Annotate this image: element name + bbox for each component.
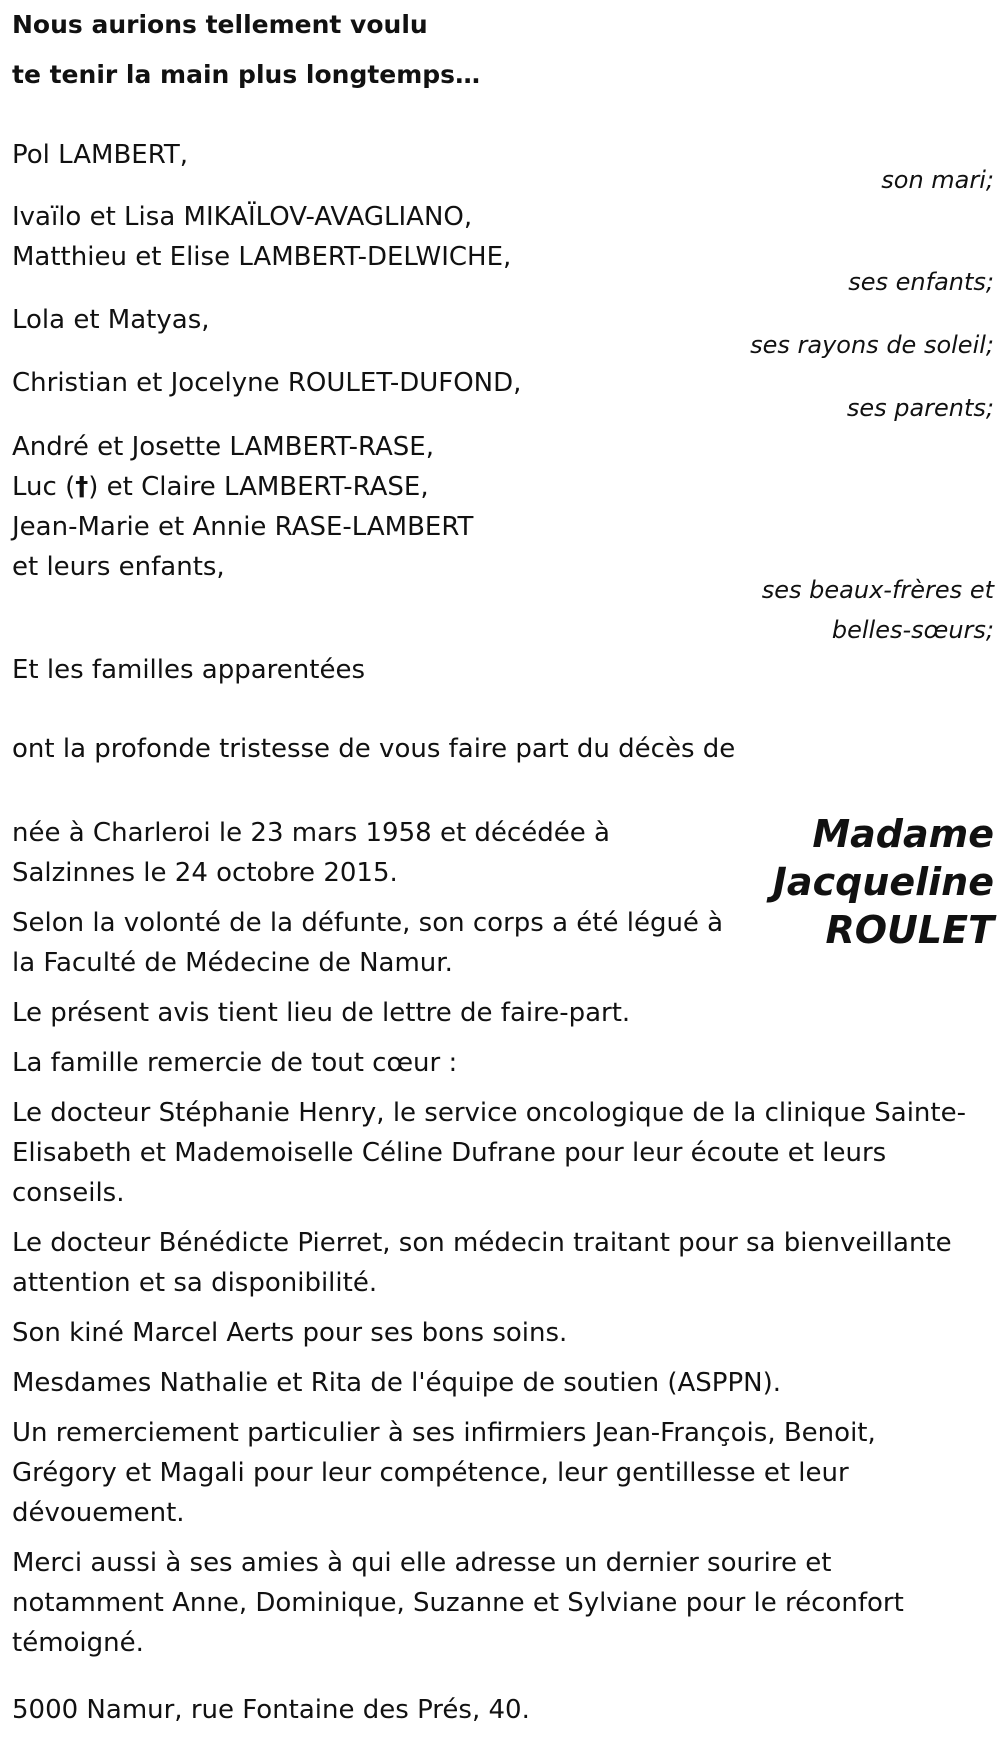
body-line-1: Selon la volonté de la défunte, son corps a été légué à	[12, 908, 724, 938]
related-families: Et les familles apparentées	[12, 655, 366, 685]
cross-icon: †	[75, 472, 89, 502]
husband-relation: son mari;	[881, 166, 994, 194]
body-line-2: la Faculté de Médecine de Namur.	[12, 948, 453, 978]
children-line-2: Matthieu et Elise LAMBERT-DELWICHE,	[12, 242, 512, 272]
thanks-paragraph-5: Un remerciement particulier à ses infirmiers Jean-François, Benoit, Grégory et Magali pour leur compétence, leur gentillesse et leur dévouement.	[12, 1418, 876, 1528]
husband-name: Pol LAMBERT,	[12, 140, 189, 170]
deceased-last-name: ROULET	[825, 908, 994, 952]
thanks-paragraph-3: Son kiné Marcel Aerts pour ses bons soins.	[12, 1318, 568, 1348]
children-relation: ses enfants;	[848, 268, 994, 296]
inlaws-line-2-end: ) et Claire LAMBERT-RASE,	[88, 472, 429, 502]
heading-line-1: Nous aurions tellement voulu	[12, 10, 428, 39]
deceased-title: Madame	[812, 812, 994, 856]
inlaws-relation-2: belles-sœurs;	[831, 616, 994, 644]
inlaws-line-4: et leurs enfants,	[12, 552, 225, 582]
thanks-paragraph-4: Mesdames Nathalie et Rita de l'équipe de soutien (ASPPN).	[12, 1368, 781, 1398]
notice: Le présent avis tient lieu de lettre de faire-part.	[12, 998, 631, 1028]
inlaws-line-1: André et Josette LAMBERT-RASE,	[12, 432, 434, 462]
inlaws-line-2	[12, 467, 429, 507]
deceased-first-name: Jacqueline	[772, 860, 994, 904]
deceased-name	[734, 810, 994, 954]
thanks-intro: La famille remercie de tout cœur :	[12, 1048, 458, 1078]
children-line-1: Ivaïlo et Lisa MIKAÏLOV-AVAGLIANO,	[12, 202, 473, 232]
grandchildren-relation: ses rayons de soleil;	[750, 331, 994, 359]
birth-line-2: Salzinnes le 24 octobre 2015.	[12, 858, 398, 888]
parents-relation: ses parents;	[846, 394, 994, 422]
announcement: ont la profonde tristesse de vous faire part du décès de	[12, 734, 736, 764]
inlaws-relation-1: ses beaux-frères et	[761, 576, 994, 604]
thanks-paragraph-2: Le docteur Bénédicte Pierret, son médecin traitant pour sa bienveillante attention et sa disponibilité.	[12, 1228, 952, 1298]
thanks-paragraph-1: Le docteur Stéphanie Henry, le service oncologique de la clinique Sainte-Elisabeth et Mademoiselle Céline Dufrane pour leur écoute et leurs conseils.	[12, 1098, 966, 1208]
inlaws-line-3: Jean-Marie et Annie RASE-LAMBERT	[12, 512, 474, 542]
obituary-notice	[12, 0, 994, 1750]
grandchildren-name: Lola et Matyas,	[12, 305, 210, 335]
address: 5000 Namur, rue Fontaine des Prés, 40.	[12, 1695, 530, 1725]
parents-name: Christian et Jocelyne ROULET-DUFOND,	[12, 368, 522, 398]
birth-line-1: née à Charleroi le 23 mars 1958 et décédée à	[12, 818, 610, 848]
inlaws-line-2-start: Luc (	[12, 472, 76, 502]
heading-line-2: te tenir la main plus longtemps…	[12, 60, 481, 89]
thanks-paragraph-6: Merci aussi à ses amies à qui elle adresse un dernier sourire et notamment Anne, Dominique, Suzanne et Sylviane pour le réconfort témoigné.	[12, 1548, 904, 1658]
